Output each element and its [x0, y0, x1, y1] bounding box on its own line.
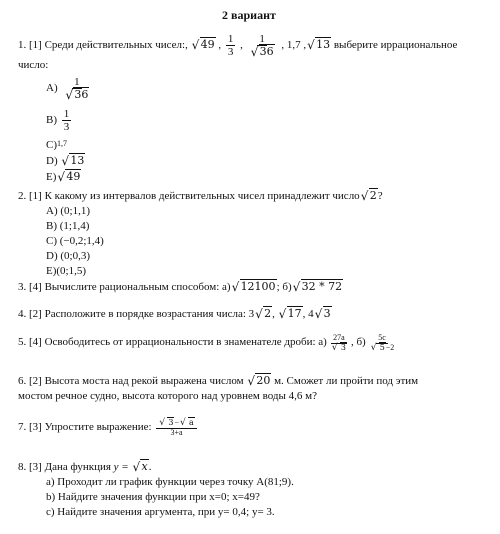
q1-option-e: E) √ 49 — [46, 170, 81, 185]
question-4: 4. [2] Расположите в порядке возрастания числа: 3 √ 2, √ 17, 4 √ 3 — [18, 307, 331, 322]
q2-option-c: С) (−0,2;1,4) — [46, 235, 104, 247]
question-3: 3. [4] Вычислите рациональным способом: а) √ 12100; б) √ 32 * 72 — [18, 280, 343, 295]
q2-option-d: D) (0;0,3) — [46, 250, 90, 262]
q2-option-e: E)(0;1,5) — [46, 265, 87, 277]
q8-item-a: a) Проходит ли график функции через точку A(81;9). — [46, 476, 294, 488]
radical: √ 49 — [191, 38, 215, 53]
question-5: 5. [4] Освободитесь от иррациональности в знаменателе дроби: а) 27a √ 3 , б) 5c √ 5−2 — [18, 333, 395, 353]
fraction: 1 √ 36 — [250, 33, 274, 60]
q1-option-c: С)$^{1,7}$ — [46, 139, 67, 151]
q2-option-a: А) (0;1,1) — [46, 205, 90, 217]
question-1-cont: число: — [18, 59, 49, 71]
question-6: 6. [2] Высота моста над рекой выражена числом √ 20 м. Сможет ли пройти под этим — [18, 374, 419, 389]
q8-item-c: c) Найдите значения аргумента, при y= 0,4; y= 3. — [46, 506, 275, 518]
q1-option-a: А) 1 √ 36 — [46, 76, 89, 103]
q1-option-d: D) √ 13 — [46, 154, 85, 169]
question-1: 1. [1] Среди действительных чисел:, √ 49 , $\frac{1}{3}$ , 1 √ 36 , 1,7 , √ 13 выберите иррациональное — [18, 33, 458, 60]
question-2: 2. [1] К какому из интервалов действительных чисел принадлежит число √ 2? — [18, 189, 383, 204]
page-title: 2 вариант — [222, 8, 276, 22]
question-7: 7. [3] Упростите выражение: √ 3− √ a 3+a — [18, 419, 199, 438]
q2-option-b: В) (1;1,4) — [46, 220, 90, 232]
question-8: 8. [3] Дана функция y = √ x. — [18, 460, 152, 475]
q8-item-b: b) Найдите значения функции при x=0; x=49? — [46, 491, 260, 503]
q1-option-b: В) $\frac{1}{3}$ — [46, 108, 70, 134]
question-6-cont: мостом речное судно, высота которого над уровнем воды 4,6 м? — [18, 390, 317, 402]
fraction: $\frac{1}{3}$ — [227, 33, 234, 59]
